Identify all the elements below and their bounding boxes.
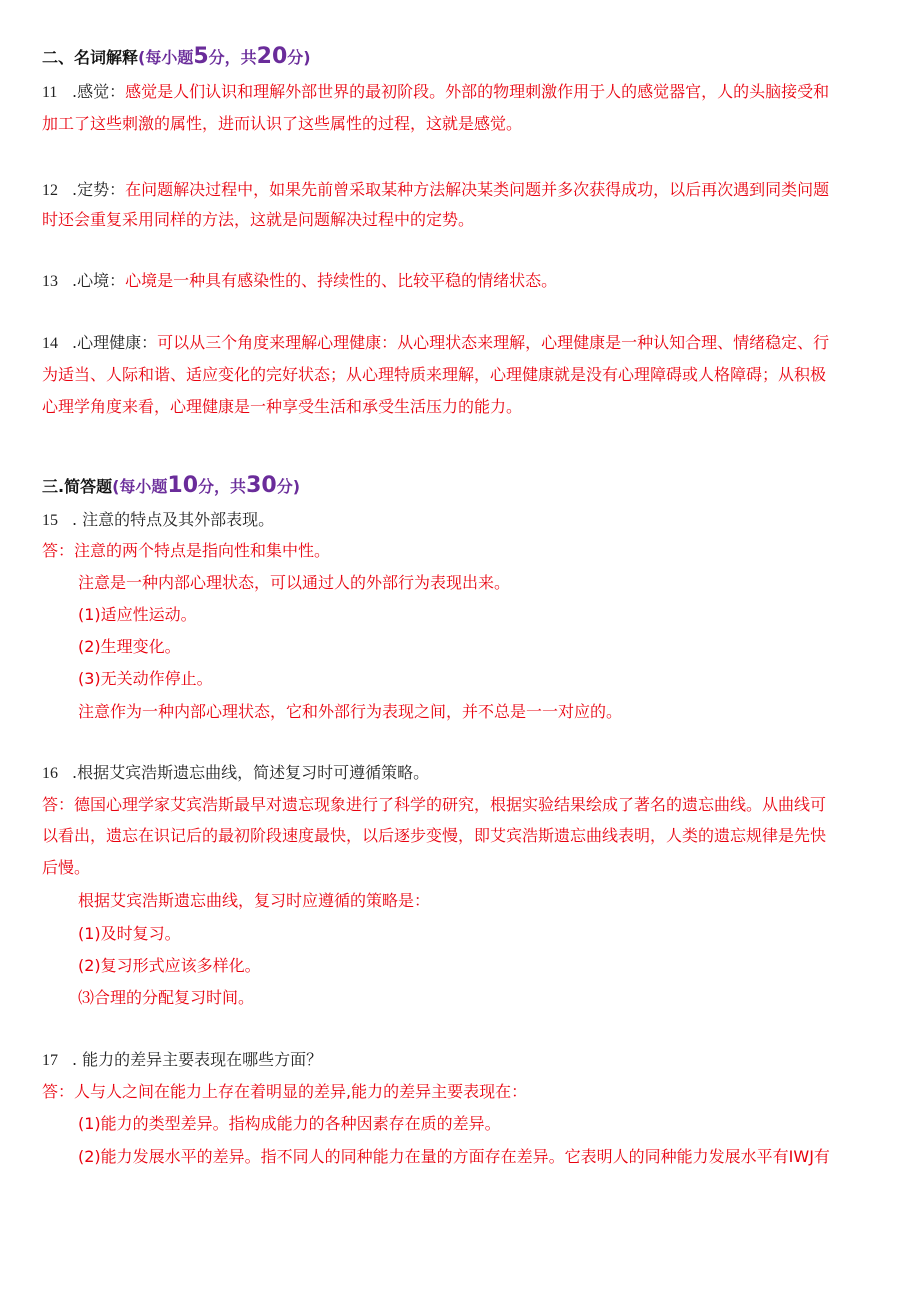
- q17-answer-3: (2)能力发展水平的差异。指不同人的同种能力在量的方面存在差异。它表明人的同种能力发展水平有IWJ有: [78, 1147, 830, 1166]
- q15-question: [42, 510, 274, 531]
- question-number: 16: [42, 765, 58, 782]
- q12-line-1: [42, 180, 829, 201]
- question-number: 15: [42, 512, 58, 529]
- question-number: 17: [42, 1052, 58, 1069]
- question-text: . 能力的差异主要表现在哪些方面？: [72, 1050, 323, 1069]
- q15-answer-2: 注意是一种内部心理状态，可以通过人的外部行为表现出来。: [78, 573, 511, 592]
- term-label: .心理健康：: [72, 333, 158, 352]
- q16-answer-5: (1)及时复习。: [78, 924, 181, 943]
- definition-text: 可以从三个角度来理解心理健康：从心理状态来理解，心理健康是一种认知合理、情绪稳定、行: [157, 333, 830, 352]
- q16-answer-3: 后慢。: [42, 858, 91, 877]
- q17-answer-1: 答：人与人之间在能力上存在着明显的差异,能力的差异主要表现在：: [42, 1082, 528, 1101]
- term-label: .心境：: [72, 271, 126, 290]
- definition-text: 感觉是人们认识和理解外部世界的最初阶段。外部的物理刺激作用于人的感觉器官，人的头脑接受和: [125, 82, 830, 101]
- q17-answer-2: (1)能力的类型差异。指构成能力的各种因素存在质的差异。: [78, 1114, 501, 1133]
- q13-line-1: [42, 271, 557, 292]
- section-2-title-text: 二、名词解释: [42, 48, 139, 67]
- q16-answer-1: 答：德国心理学家艾宾浩斯最早对遗忘现象进行了科学的研究，根据实验结果绘成了著名的遗忘曲线。从曲线可: [42, 795, 827, 814]
- question-text: .根据艾宾浩斯遗忘曲线，简述复习时可遵循策略。: [72, 763, 430, 782]
- q16-answer-7: ⑶合理的分配复习时间。: [78, 988, 255, 1007]
- question-number: 11: [42, 84, 58, 101]
- q16-answer-6: (2)复习形式应该多样化。: [78, 956, 261, 975]
- q14-line-2: 为适当、人际和谐、适应变化的完好状态；从心理特质来理解，心理健康就是没有心理障碍或人格障碍；从积极: [42, 365, 827, 384]
- term-label: .定势：: [72, 180, 126, 199]
- q16-question: [42, 763, 429, 784]
- question-number: 14: [42, 335, 58, 352]
- q12-line-2: 时还会重复采用同样的方法，这就是问题解决过程中的定势。: [42, 210, 475, 229]
- question-number: 12: [42, 182, 58, 199]
- q15-answer-5: (3)无关动作停止。: [78, 669, 213, 688]
- question-text: . 注意的特点及其外部表现。: [72, 510, 275, 529]
- q11-line-1: [42, 82, 829, 103]
- q14-line-3: 心理学角度来看，心理健康是一种享受生活和承受生活压力的能力。: [42, 397, 523, 416]
- q15-answer-6: 注意作为一种内部心理状态，它和外部行为表现之间，并不总是一一对应的。: [78, 702, 623, 721]
- section-2-score-note: (每小题5分，共20分): [138, 44, 311, 69]
- q15-answer-1: 答：注意的两个特点是指向性和集中性。: [42, 541, 331, 560]
- section-3-title-text: 三.简答题: [42, 477, 113, 496]
- definition-text: 在问题解决过程中，如果先前曾采取某种方法解决某类问题并多次获得成功，以后再次遇到同类问题: [125, 180, 830, 199]
- q11-line-2: 加工了这些刺激的属性，进而认识了这些属性的过程，这就是感觉。: [42, 114, 523, 133]
- q15-answer-3: (1)适应性运动。: [78, 605, 197, 624]
- q16-answer-2: 以看出，遗忘在识记后的最初阶段速度最快，以后逐步变慢，即艾宾浩斯遗忘曲线表明，人类的遗忘规律是先快: [42, 826, 827, 845]
- definition-text: 心境是一种具有感染性的、持续性的、比较平稳的情绪状态。: [125, 271, 558, 290]
- section-3-title: [42, 473, 300, 498]
- q14-line-1: [42, 333, 829, 354]
- q15-answer-4: (2)生理变化。: [78, 637, 181, 656]
- q17-question: [42, 1050, 322, 1071]
- section-3-score-note: (每小题10分，共30分): [112, 473, 301, 498]
- section-2-title: [42, 44, 311, 69]
- term-label: .感觉：: [72, 82, 126, 101]
- q16-answer-4: 根据艾宾浩斯遗忘曲线，复习时应遵循的策略是：: [78, 891, 431, 910]
- question-number: 13: [42, 273, 58, 290]
